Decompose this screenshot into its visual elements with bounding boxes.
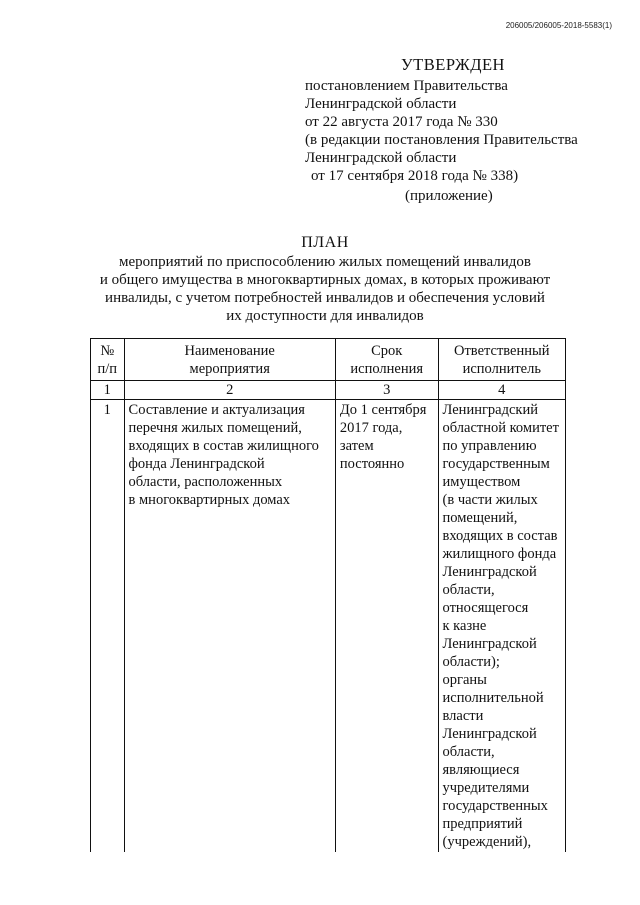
approval-line: (в редакции постановления Правительства [305,132,578,148]
cell-line: затем [339,438,374,454]
plan-subtitle-line: мероприятий по приспособлению жилых помещений инвалидов [118,254,532,270]
approval-line: Ленинградской области [305,96,457,112]
row-number: 1 [91,400,125,853]
cell-line: в многоквартирных домах [128,492,291,508]
cell-line: Ленинградской [442,564,537,580]
cell-line: До 1 сентября [339,402,427,418]
cell-line: государственных [442,798,548,814]
cell-line: имуществом [442,474,521,490]
header-text: Наименование [184,343,275,359]
cell-line: областной комитет [442,420,559,436]
header-text: п/п [97,361,118,377]
cell-line: государственным [442,456,550,472]
column-number: 2 [124,381,335,400]
header-text: № [100,343,115,359]
cell-line: области, [442,582,495,598]
activity-term [335,400,438,853]
activity-responsible [438,400,565,853]
column-number-row [91,381,566,400]
cell-line: перечня жилых помещений, [128,420,302,436]
table-header-row [91,339,566,381]
cell-line: учредителями [442,780,530,796]
cell-line: области, [442,744,495,760]
cell-line: входящих в состав жилищного [128,438,319,454]
cell-line: (учреждений), [442,834,532,850]
approval-line: от 22 августа 2017 года № 330 [305,114,498,130]
header-text: Срок [371,343,403,359]
cell-line: Ленинградский [442,402,538,418]
plan-subtitle-line: их доступности для инвалидов [226,308,424,324]
column-number: 1 [91,381,125,400]
cell-line: области); [442,654,500,670]
plan-subtitle-line: инвалиды, с учетом потребностей инвалидов и обеспечения условий [105,290,545,306]
cell-line: исполнительной [442,690,544,706]
cell-line: относящегося [442,600,529,616]
header-text: Ответственный [454,343,550,359]
cell-line: Составление и актуализация [128,402,305,418]
plan-table [90,338,566,852]
plan-subtitle-line: и общего имущества в многоквартирных домах, в которых проживают [99,272,551,288]
cell-line: Ленинградской [442,726,537,742]
cell-line: жилищного фонда [442,546,557,562]
cell-line: входящих в состав [442,528,558,544]
table-row [91,400,566,853]
plan-heading [95,234,555,325]
approval-title: УТВЕРЖДЕН [401,55,505,74]
header-text: исполнения [350,361,424,377]
header-text: мероприятия [189,361,270,377]
approval-line: постановлением Правительства [305,78,508,94]
cell-line: (в части жилых [442,492,538,508]
cell-line: помещений, [442,510,518,526]
header-term [335,339,438,381]
approval-line: от 17 сентября 2018 года № 338) [311,168,519,184]
document-id: 206005/206005-2018-5583(1) [505,21,612,30]
cell-line: постоянно [339,456,405,472]
cell-line: к казне [442,618,487,634]
cell-line: области, расположенных [128,474,283,490]
header-responsible [438,339,565,381]
approval-line: Ленинградской области [305,150,457,166]
cell-line: Ленинградской [442,636,537,652]
cell-line: 2017 года, [339,420,403,436]
cell-line: предприятий [442,816,523,832]
activity-name [124,400,335,853]
cell-line: являющиеся [442,762,520,778]
header-number [91,339,125,381]
cell-line: власти [442,708,484,724]
approval-block [305,56,625,205]
cell-line: по управлению [442,438,537,454]
column-number: 3 [335,381,438,400]
approval-appendix-note: (приложение) [405,188,493,204]
column-number: 4 [438,381,565,400]
plan-title: ПЛАН [301,234,349,251]
header-text: исполнитель [462,361,541,377]
header-activity [124,339,335,381]
cell-line: фонда Ленинградской [128,456,265,472]
cell-line: органы [442,672,487,688]
